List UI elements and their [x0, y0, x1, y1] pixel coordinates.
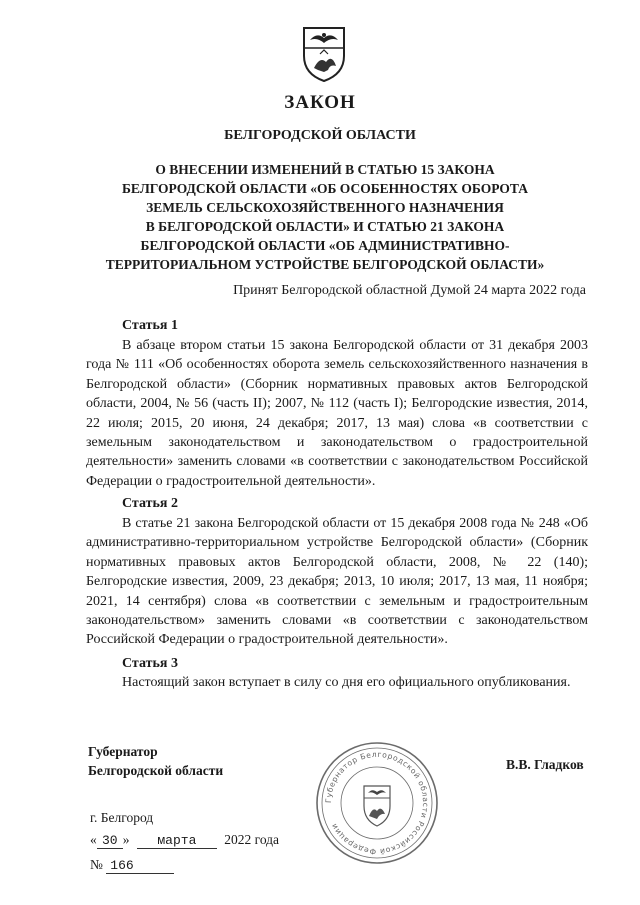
- svg-text:Губернатор Белгородской област: Губернатор Белгородской области Российской Федерации: [323, 749, 431, 857]
- article-3-text: Настоящий закон вступает в силу со дня его официального опубликования.: [122, 675, 571, 690]
- governor-name: В.В. Гладков: [506, 757, 584, 772]
- law-subject: [80, 160, 570, 274]
- number-prefix: №: [90, 857, 103, 872]
- region-title: БЕЛГОРОДСКОЙ ОБЛАСТИ: [224, 128, 416, 143]
- law-number: [90, 857, 174, 874]
- subject-line: В БЕЛГОРОДСКОЙ ОБЛАСТИ» И СТАТЬЮ 21 ЗАКОНА: [145, 219, 505, 234]
- document-type: ЗАКОН: [284, 92, 356, 113]
- signing-city: г. Белгород: [90, 810, 154, 825]
- date-month: марта: [137, 833, 217, 849]
- subject-line: БЕЛГОРОДСКОЙ ОБЛАСТИ «ОБ ОСОБЕННОСТЯХ ОБОРОТА: [121, 181, 529, 196]
- article-3-title: Статья 3: [122, 656, 178, 671]
- article-2-title: Статья 2: [122, 496, 178, 511]
- date-close-quote: »: [122, 832, 130, 847]
- article-1-text: В абзаце втором статьи 15 закона Белгородской области от 31 декабря 2003 года № 111 «Об особенностях оборота земель сельскохозяйственного назначения в Белгородской области» (Сборник нормативных правовых актов Белгородской области, 2004, № 56 (часть II); 2007, № 112 (часть I); Белгородские известия, 2014, 22 июля; 2015, 20 июня, 24 декабря; 2017, 13 мая) слова «в соответствии с земельным законодательством и законодательством о градостроительной деятельности» заменить словами «в соответствии с законодательством Российской Федерации о градостроительной деятельности».: [86, 338, 588, 489]
- adoption-note: Принят Белгородской областной Думой 24 марта 2022 года: [233, 283, 586, 298]
- subject-line: ЗЕМЕЛЬ СЕЛЬСКОХОЗЯЙСТВЕННОГО НАЗНАЧЕНИЯ: [146, 200, 504, 215]
- date-day: 30: [97, 833, 123, 849]
- coat-of-arms-emblem: [300, 24, 348, 84]
- governor-title: [88, 742, 223, 780]
- date-year: 2022 года: [224, 832, 280, 847]
- official-seal-stamp: [314, 740, 440, 866]
- number-value: 166: [106, 858, 174, 874]
- date-open-quote: «: [90, 832, 97, 847]
- article-2-text: В статье 21 закона Белгородской области от 15 декабря 2008 года № 248 «Об административно-территориальном устройстве Белгородской области» (Сборник нормативных правовых актов Белгородской области, 2008, № 22 (140); Белгородские известия, 2009, 23 декабря; 2013, 10 июля; 2017, 13 мая, 11 ноября; 2021, 14 сентября) слова «в соответствии с земельным и градостроительным законодательством» заменить словами «в соответствии с законодательством Российской Федерации о градостроительной деятельности».: [86, 516, 588, 648]
- signing-date: [90, 832, 279, 849]
- subject-line: О ВНЕСЕНИИ ИЗМЕНЕНИЙ В СТАТЬЮ 15 ЗАКОНА: [155, 162, 495, 177]
- governor-title-line: Белгородской области: [88, 763, 224, 778]
- subject-line: БЕЛГОРОДСКОЙ ОБЛАСТИ «ОБ АДМИНИСТРАТИВНО-: [140, 238, 510, 253]
- subject-line: ТЕРРИТОРИАЛЬНОМ УСТРОЙСТВЕ БЕЛГОРОДСКОЙ ОБЛАСТИ»: [105, 257, 545, 272]
- governor-title-line: Губернатор: [88, 744, 158, 759]
- article-1-title: Статья 1: [122, 318, 178, 333]
